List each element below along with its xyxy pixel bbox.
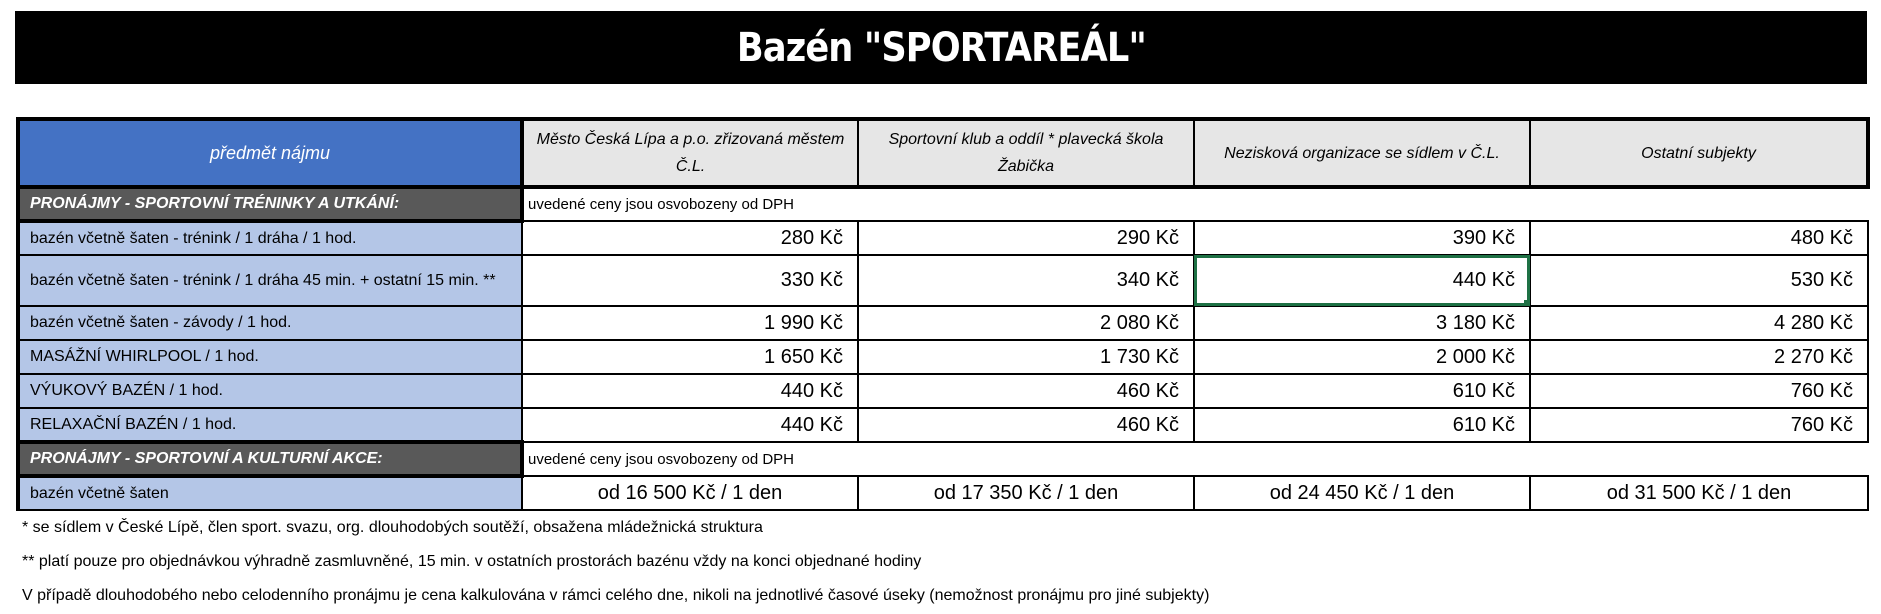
table-row — [18, 255, 1868, 306]
price-cell[interactable]: od 31 500 Kč / 1 den — [1530, 476, 1868, 510]
header-city[interactable]: Město Česká Lípa a p.o. zřizovaná městem Č.L. — [522, 119, 858, 187]
price-cell[interactable]: 610 Kč — [1194, 374, 1530, 408]
row-label[interactable]: bazén včetně šaten - trénink / 1 dráha / 1 hod. — [18, 221, 522, 255]
table-row — [18, 408, 1868, 442]
price-cell[interactable]: 390 Kč — [1194, 221, 1530, 255]
price-cell[interactable]: 760 Kč — [1530, 408, 1868, 442]
price-cell[interactable]: 2 270 Kč — [1530, 340, 1868, 374]
fill-handle[interactable] — [1524, 300, 1530, 306]
price-cell[interactable]: 530 Kč — [1530, 255, 1868, 306]
table-row — [18, 476, 1868, 510]
price-cell[interactable]: od 24 450 Kč / 1 den — [1194, 476, 1530, 510]
price-cell[interactable]: 4 280 Kč — [1530, 306, 1868, 340]
table-row — [18, 340, 1868, 374]
row-label[interactable]: MASÁŽNÍ WHIRLPOOL / 1 hod. — [18, 340, 522, 374]
price-cell[interactable]: 280 Kč — [522, 221, 858, 255]
footnote-club: * se sídlem v České Lípě, člen sport. svazu, org. dlouhodobých soutěží, obsažena mládežnická struktura — [22, 519, 763, 536]
price-cell[interactable]: 460 Kč — [858, 408, 1194, 442]
title-banner — [15, 11, 1867, 84]
section-row — [18, 187, 1868, 221]
row-label[interactable]: bazén včetně šaten - závody / 1 hod. — [18, 306, 522, 340]
price-cell[interactable]: od 16 500 Kč / 1 den — [522, 476, 858, 510]
header-subject[interactable]: předmět nájmu — [18, 119, 522, 187]
price-cell[interactable]: 760 Kč — [1530, 374, 1868, 408]
price-cell[interactable]: 440 Kč — [522, 374, 858, 408]
header-row — [18, 119, 1868, 187]
table-row — [18, 374, 1868, 408]
price-cell[interactable]: 340 Kč — [858, 255, 1194, 306]
price-table — [16, 117, 1870, 511]
price-cell[interactable]: 330 Kč — [522, 255, 858, 306]
header-other[interactable]: Ostatní subjekty — [1530, 119, 1868, 187]
row-label[interactable]: bazén včetně šaten — [18, 476, 522, 510]
price-cell[interactable]: 2 080 Kč — [858, 306, 1194, 340]
footnote-training: ** platí pouze pro objednávkou výhradně zasmluvněné, 15 min. v ostatních prostorách bazénu vždy na konci objednané hodiny — [22, 553, 922, 570]
price-cell[interactable]: 3 180 Kč — [1194, 306, 1530, 340]
page-title: Bazén "SPORTAREÁL" — [736, 24, 1146, 71]
price-cell[interactable]: 610 Kč — [1194, 408, 1530, 442]
price-cell[interactable]: 1 650 Kč — [522, 340, 858, 374]
table-row — [18, 306, 1868, 340]
price-cell[interactable]: 480 Kč — [1530, 221, 1868, 255]
price-cell[interactable]: 2 000 Kč — [1194, 340, 1530, 374]
price-cell[interactable]: od 17 350 Kč / 1 den — [858, 476, 1194, 510]
row-label[interactable]: VÝUKOVÝ BAZÉN / 1 hod. — [18, 374, 522, 408]
price-cell-value: 440 Kč — [1452, 269, 1515, 291]
section-title[interactable]: PRONÁJMY - SPORTOVNÍ TRÉNINKY A UTKÁNÍ: — [18, 187, 522, 221]
price-cell[interactable]: 290 Kč — [858, 221, 1194, 255]
selected-price-cell[interactable] — [1194, 255, 1530, 306]
row-label[interactable]: RELAXAČNÍ BAZÉN / 1 hod. — [18, 408, 522, 442]
section-title[interactable]: PRONÁJMY - SPORTOVNÍ A KULTURNÍ AKCE: — [18, 442, 522, 476]
price-cell[interactable]: 460 Kč — [858, 374, 1194, 408]
section-note[interactable]: uvedené ceny jsou osvobozeny od DPH — [528, 450, 795, 468]
section-row — [18, 442, 1868, 476]
header-nonprofit[interactable]: Nezisková organizace se sídlem v Č.L. — [1194, 119, 1530, 187]
price-cell[interactable]: 1 730 Kč — [858, 340, 1194, 374]
section-note[interactable]: uvedené ceny jsou osvobozeny od DPH — [528, 196, 795, 213]
row-label[interactable]: bazén včetně šaten - trénink / 1 dráha 45 min. + ostatní 15 min. ** — [18, 255, 522, 306]
table-row — [18, 221, 1868, 255]
footnote-long-term: V případě dlouhodobého nebo celodenního pronájmu je cena kalkulována v rámci celého dne, nikoli na jednotlivé časové úseky (nemožnost pronájmu pro jiné subjekty) — [22, 587, 1210, 604]
price-cell[interactable]: 440 Kč — [522, 408, 858, 442]
price-cell[interactable]: 1 990 Kč — [522, 306, 858, 340]
header-sport-club[interactable]: Sportovní klub a oddíl * plavecká škola Žabička — [858, 119, 1194, 187]
